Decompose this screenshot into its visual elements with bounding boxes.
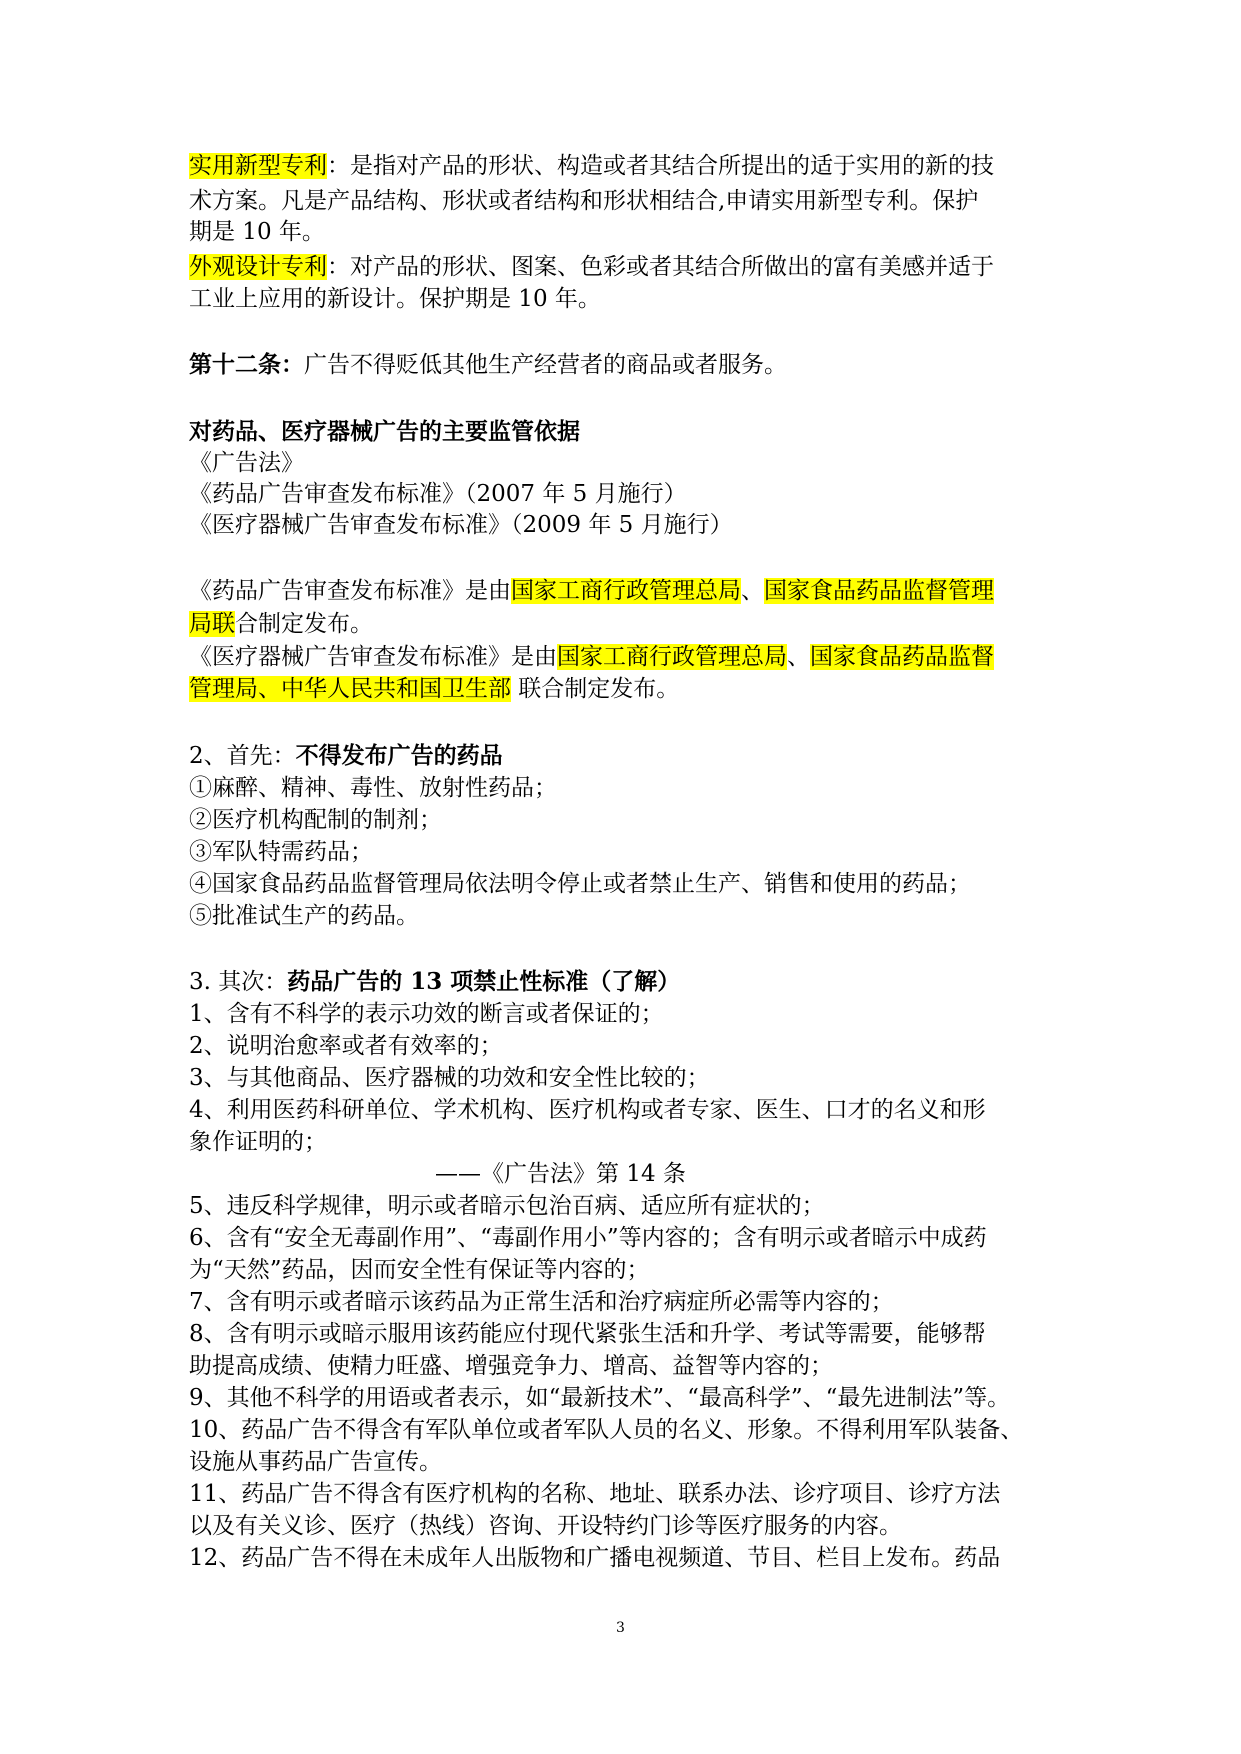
utility-model-line-3: 期是 10 年。 (189, 219, 325, 245)
standard-line: 3、与其他商品、医疗器械的功效和安全性比较的； (189, 1065, 710, 1091)
prohibited-drug-item: ⑤批准试生产的药品。 (189, 903, 419, 929)
design-patent-line-2: 工业上应用的新设计。保护期是 10 年。 (189, 286, 601, 312)
standard-line: 2、说明治愈率或者有效率的； (189, 1033, 503, 1059)
standard-line: 9、其他不科学的用语或者表示，如“最新技术”、“最高科学”、“最先进制法”等。 (189, 1385, 1011, 1411)
article-12: 第十二条：广告不得贬低其他生产经营者的商品或者服务。 (189, 351, 787, 378)
section-2-heading: 2、首先：不得发布广告的药品 (189, 742, 503, 769)
design-patent-term: 外观设计专利 (189, 254, 327, 280)
standard-line: 象作证明的； (189, 1129, 327, 1155)
prohibited-drug-item: ④国家食品药品监督管理局依法明令停止或者禁止生产、销售和使用的药品； (189, 871, 971, 897)
prohibited-drug-item: ②医疗机构配制的制剂； (189, 807, 442, 833)
basis-heading: 对药品、医疗器械广告的主要监管依据 (189, 418, 580, 445)
standard-line: 设施从事药品广告宣传。 (189, 1449, 442, 1475)
standard-line: 6、含有“安全无毒副作用”、“毒副作用小”等内容的；含有明示或者暗示中成药 (189, 1225, 987, 1251)
standard-line: 7、含有明示或者暗示该药品为正常生活和治疗病症所必需等内容的； (189, 1289, 894, 1315)
basis-item: 《药品广告审查发布标准》（2007 年 5 月施行） (189, 481, 687, 507)
drug-standard-issuer-line-1: 《药品广告审查发布标准》是由国家工商行政管理总局、国家食品药品监督管理 (189, 578, 994, 604)
standard-line: 1、含有不科学的表示功效的断言或者保证的； (189, 1001, 664, 1027)
standard-line: 10、药品广告不得含有军队单位或者军队人员的名义、形象。不得利用军队装备、 (189, 1417, 1024, 1443)
basis-item: 《医疗器械广告审查发布标准》（2009 年 5 月施行） (189, 512, 733, 538)
standard-line: 8、含有明示或暗示服用该药能应付现代紧张生活和升学、考试等需要，能够帮 (189, 1321, 986, 1347)
standard-line: 助提高成绩、使精力旺盛、增强竞争力、增高、益智等内容的； (189, 1353, 833, 1379)
utility-model-term: 实用新型专利 (189, 153, 327, 179)
standard-line: 11、药品广告不得含有医疗机构的名称、地址、联系办法、诊疗项目、诊疗方法 (189, 1481, 1001, 1507)
section-3-heading: 3. 其次：药品广告的 13 项禁止性标准（了解） (189, 968, 681, 995)
standard-line: 以及有关义诊、医疗（热线）咨询、开设特约门诊等医疗服务的内容。 (189, 1513, 902, 1539)
drug-standard-issuer-line-2: 局联合制定发布。 (189, 611, 373, 637)
utility-model-line-2: 术方案。凡是产品结构、形状或者结构和形状相结合,申请实用新型专利。保护 (189, 188, 979, 214)
design-patent-line-1: 外观设计专利：对产品的形状、图案、色彩或者其结合所做出的富有美感并适于 (189, 254, 994, 280)
prohibited-drug-item: ③军队特需药品； (189, 839, 373, 865)
device-standard-issuer-line-1: 《医疗器械广告审查发布标准》是由国家工商行政管理总局、国家食品药品监督 (189, 644, 994, 670)
standard-line: 为“天然”药品，因而安全性有保证等内容的； (189, 1257, 650, 1283)
device-standard-issuer-line-2: 管理局、中华人民共和国卫生部 联合制定发布。 (189, 676, 680, 702)
utility-model-line-1: 实用新型专利：是指对产品的形状、构造或者其结合所提出的适于实用的新的技 (189, 153, 994, 179)
article-12-label: 第十二条： (189, 351, 304, 378)
standard-line: 4、利用医药科研单位、学术机构、医疗机构或者专家、医生、口才的名义和形 (189, 1097, 986, 1123)
standard-line: 5、违反科学规律，明示或者暗示包治百病、适应所有症状的； (189, 1193, 825, 1219)
advertising-law-citation: ——《广告法》第 14 条 (435, 1161, 686, 1187)
basis-item: 《广告法》 (189, 450, 304, 476)
prohibited-drug-item: ①麻醉、精神、毒性、放射性药品； (189, 775, 557, 801)
standard-line: 12、药品广告不得在未成年人出版物和广播电视频道、节目、栏目上发布。药品 (189, 1545, 1001, 1571)
page-number: 3 (616, 1620, 625, 1636)
